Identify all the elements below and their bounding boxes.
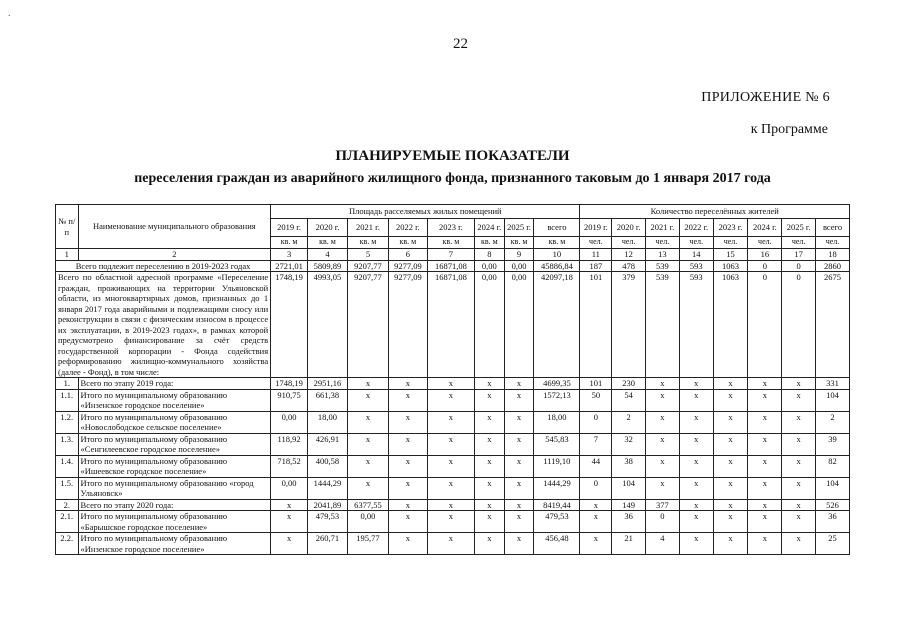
row-value: х bbox=[713, 411, 748, 433]
row-value: х bbox=[347, 389, 388, 411]
row-name: Итого по муниципальному образованию «Сенгилеевское городское поселение» bbox=[78, 433, 271, 455]
row-name: Итого по муниципальному образованию «Барышское городское поселение» bbox=[78, 511, 271, 533]
row-value: х bbox=[474, 533, 504, 555]
row-number: 2.1. bbox=[56, 511, 79, 533]
area-unit-header: кв. м bbox=[427, 237, 474, 249]
row-value: 101 bbox=[580, 378, 612, 390]
row-value: х bbox=[580, 499, 612, 511]
row-value: х bbox=[388, 511, 427, 533]
row-value: х bbox=[388, 477, 427, 499]
row-value: х bbox=[782, 433, 816, 455]
row-value: 2041,89 bbox=[308, 499, 348, 511]
row-value: 479,53 bbox=[308, 511, 348, 533]
total-value: 0 bbox=[782, 260, 816, 272]
row-value: х bbox=[504, 389, 534, 411]
row-value: х bbox=[504, 511, 534, 533]
total-value: 0 bbox=[748, 260, 782, 272]
row-value: 479,53 bbox=[534, 511, 580, 533]
row-value: х bbox=[646, 455, 680, 477]
row-value: 1119,10 bbox=[534, 455, 580, 477]
row-value: х bbox=[748, 499, 782, 511]
column-number: 8 bbox=[474, 249, 504, 261]
row-number: 1. bbox=[56, 378, 79, 390]
scan-mark: . bbox=[8, 8, 11, 19]
header-municipality: Наименование муниципального образования bbox=[78, 205, 271, 249]
row-value: х bbox=[474, 378, 504, 390]
row-value: х bbox=[713, 389, 748, 411]
people-unit-header: чел. bbox=[679, 237, 713, 249]
row-value: х bbox=[748, 411, 782, 433]
row-value: х bbox=[782, 511, 816, 533]
row-number: 2. bbox=[56, 499, 79, 511]
row-value: х bbox=[347, 378, 388, 390]
area-year-header: 2022 г. bbox=[388, 219, 427, 237]
row-value: 4699,35 bbox=[534, 378, 580, 390]
total-label: Всего подлежит переселению в 2019-2023 годах bbox=[56, 260, 271, 272]
row-value: 9277,09 bbox=[388, 272, 427, 378]
row-value: 4 bbox=[646, 533, 680, 555]
area-year-header: 2024 г. bbox=[474, 219, 504, 237]
total-value: 0,00 bbox=[474, 260, 504, 272]
row-value: х bbox=[474, 389, 504, 411]
row-value: х bbox=[646, 411, 680, 433]
row-value: х bbox=[427, 477, 474, 499]
row-value: 118,92 bbox=[271, 433, 308, 455]
row-value: 36 bbox=[612, 511, 646, 533]
row-number: 1.2. bbox=[56, 411, 79, 433]
table-row bbox=[56, 533, 850, 555]
row-value: 21 bbox=[612, 533, 646, 555]
table-row bbox=[56, 272, 850, 378]
row-value: х bbox=[427, 378, 474, 390]
row-value: 16871,08 bbox=[427, 272, 474, 378]
row-value: 25 bbox=[816, 533, 850, 555]
row-value: х bbox=[679, 378, 713, 390]
area-unit-header: кв. м bbox=[271, 237, 308, 249]
row-value: 7 bbox=[580, 433, 612, 455]
row-value: 1572,13 bbox=[534, 389, 580, 411]
people-unit-header: чел. bbox=[580, 237, 612, 249]
people-year-header: 2023 г. bbox=[713, 219, 748, 237]
row-value: х bbox=[474, 411, 504, 433]
row-value: 4993,05 bbox=[308, 272, 348, 378]
column-number: 12 bbox=[612, 249, 646, 261]
row-value: х bbox=[748, 533, 782, 555]
row-value: 32 bbox=[612, 433, 646, 455]
total-value: 593 bbox=[679, 260, 713, 272]
column-number: 2 bbox=[78, 249, 271, 261]
row-value: х bbox=[713, 433, 748, 455]
row-value: х bbox=[713, 533, 748, 555]
column-number: 11 bbox=[580, 249, 612, 261]
row-value: х bbox=[474, 433, 504, 455]
people-year-header: 2024 г. bbox=[748, 219, 782, 237]
row-value: 0,00 bbox=[271, 477, 308, 499]
table-row bbox=[56, 499, 850, 511]
row-value: х bbox=[782, 378, 816, 390]
row-value: 400,58 bbox=[308, 455, 348, 477]
row-value: х bbox=[580, 533, 612, 555]
row-value: 54 bbox=[612, 389, 646, 411]
row-value: х bbox=[646, 378, 680, 390]
row-value: х bbox=[679, 433, 713, 455]
area-year-header: 2025 г. bbox=[504, 219, 534, 237]
row-value: х bbox=[271, 499, 308, 511]
area-unit-header: кв. м bbox=[534, 237, 580, 249]
row-value: х bbox=[427, 533, 474, 555]
column-number: 14 bbox=[679, 249, 713, 261]
row-value: х bbox=[646, 477, 680, 499]
row-value: 0,00 bbox=[504, 272, 534, 378]
row-value: 195,77 bbox=[347, 533, 388, 555]
row-name: Всего по этапу 2019 года: bbox=[78, 378, 271, 390]
row-value: х bbox=[679, 499, 713, 511]
row-value: 9207,77 bbox=[347, 272, 388, 378]
row-value: 230 bbox=[612, 378, 646, 390]
row-value: х bbox=[713, 477, 748, 499]
people-year-header: 2025 г. bbox=[782, 219, 816, 237]
area-unit-header: кв. м bbox=[347, 237, 388, 249]
row-value: 101 bbox=[580, 272, 612, 378]
row-value: х bbox=[782, 499, 816, 511]
total-value: 187 bbox=[580, 260, 612, 272]
row-value: х bbox=[474, 455, 504, 477]
area-year-header: 2023 г. bbox=[427, 219, 474, 237]
row-value: х bbox=[782, 411, 816, 433]
row-value: х bbox=[504, 378, 534, 390]
row-name: Всего по этапу 2020 года: bbox=[78, 499, 271, 511]
row-value: 0 bbox=[580, 477, 612, 499]
row-value: х bbox=[748, 378, 782, 390]
row-name: Итого по муниципальному образованию «Инзенское городское поселение» bbox=[78, 389, 271, 411]
column-number: 7 bbox=[427, 249, 474, 261]
table-row bbox=[56, 411, 850, 433]
table-row bbox=[56, 389, 850, 411]
people-unit-header: чел. bbox=[646, 237, 680, 249]
row-value: 36 bbox=[816, 511, 850, 533]
total-value: 45886,84 bbox=[534, 260, 580, 272]
people-year-header: 2021 г. bbox=[646, 219, 680, 237]
row-value: 42097,18 bbox=[534, 272, 580, 378]
row-value: х bbox=[713, 455, 748, 477]
row-value: х bbox=[504, 477, 534, 499]
row-value: х bbox=[474, 499, 504, 511]
total-value: 9277,09 bbox=[388, 260, 427, 272]
column-number: 6 bbox=[388, 249, 427, 261]
row-number: 1.3. bbox=[56, 433, 79, 455]
column-number: 10 bbox=[534, 249, 580, 261]
area-year-header: всего bbox=[534, 219, 580, 237]
row-value: х bbox=[474, 511, 504, 533]
row-value: х bbox=[748, 389, 782, 411]
row-value: х bbox=[679, 411, 713, 433]
row-value: х bbox=[388, 411, 427, 433]
total-value: 9207,77 bbox=[347, 260, 388, 272]
column-number: 15 bbox=[713, 249, 748, 261]
row-value: х bbox=[679, 389, 713, 411]
row-value: х bbox=[388, 455, 427, 477]
row-value: 2 bbox=[612, 411, 646, 433]
row-value: 50 bbox=[580, 389, 612, 411]
row-value: х bbox=[679, 477, 713, 499]
people-year-header: 2019 г. bbox=[580, 219, 612, 237]
row-value: х bbox=[504, 433, 534, 455]
program-label: к Программе bbox=[750, 122, 828, 137]
row-number: 2.2. bbox=[56, 533, 79, 555]
row-name: Итого по муниципальному образованию «Ишеевское городское поселение» bbox=[78, 455, 271, 477]
row-value: 526 bbox=[816, 499, 850, 511]
row-value: х bbox=[427, 389, 474, 411]
row-number: 1.1. bbox=[56, 389, 79, 411]
area-unit-header: кв. м bbox=[388, 237, 427, 249]
row-value: х bbox=[388, 433, 427, 455]
table-body bbox=[56, 260, 850, 555]
row-value: х bbox=[679, 533, 713, 555]
row-value: х bbox=[646, 389, 680, 411]
row-value: 18,00 bbox=[308, 411, 348, 433]
area-year-header: 2019 г. bbox=[271, 219, 308, 237]
total-row bbox=[56, 260, 850, 272]
row-value: 0,00 bbox=[474, 272, 504, 378]
row-value: 82 bbox=[816, 455, 850, 477]
people-unit-header: чел. bbox=[748, 237, 782, 249]
row-value: х bbox=[474, 477, 504, 499]
row-value: 0,00 bbox=[271, 411, 308, 433]
total-value: 1063 bbox=[713, 260, 748, 272]
row-value: х bbox=[748, 511, 782, 533]
column-number-row bbox=[56, 249, 850, 261]
row-value: 0 bbox=[748, 272, 782, 378]
row-value: х bbox=[504, 533, 534, 555]
row-value: х bbox=[748, 477, 782, 499]
row-value: х bbox=[782, 455, 816, 477]
row-value: 6377,55 bbox=[347, 499, 388, 511]
people-unit-header: чел. bbox=[816, 237, 850, 249]
row-value: х bbox=[427, 511, 474, 533]
area-unit-header: кв. м bbox=[474, 237, 504, 249]
total-value: 2860 bbox=[816, 260, 850, 272]
row-value: 539 bbox=[646, 272, 680, 378]
row-value: 426,91 bbox=[308, 433, 348, 455]
row-value: 0,00 bbox=[347, 511, 388, 533]
column-number: 18 bbox=[816, 249, 850, 261]
column-number: 13 bbox=[646, 249, 680, 261]
row-value: 331 bbox=[816, 378, 850, 390]
row-value: 1748,19 bbox=[271, 378, 308, 390]
row-value: 0 bbox=[580, 411, 612, 433]
header-number: № п/п bbox=[56, 205, 79, 249]
column-number: 3 bbox=[271, 249, 308, 261]
table-row bbox=[56, 378, 850, 390]
row-value: х bbox=[713, 378, 748, 390]
people-unit-header: чел. bbox=[713, 237, 748, 249]
row-value: 593 bbox=[679, 272, 713, 378]
header-people: Количество переселённых жителей bbox=[580, 205, 850, 219]
row-value: 2675 bbox=[816, 272, 850, 378]
appendix-label: ПРИЛОЖЕНИЕ № 6 bbox=[701, 90, 830, 105]
row-value: х bbox=[646, 433, 680, 455]
table-row bbox=[56, 455, 850, 477]
row-value: 0 bbox=[782, 272, 816, 378]
row-value: х bbox=[713, 499, 748, 511]
column-number: 9 bbox=[504, 249, 534, 261]
column-number: 4 bbox=[308, 249, 348, 261]
people-year-header: 2022 г. bbox=[679, 219, 713, 237]
people-year-header: всего bbox=[816, 219, 850, 237]
row-value: 0 bbox=[646, 511, 680, 533]
row-value: 44 bbox=[580, 455, 612, 477]
row-value: х bbox=[679, 511, 713, 533]
row-value: 2951,16 bbox=[308, 378, 348, 390]
row-value: 260,71 bbox=[308, 533, 348, 555]
row-value: 149 bbox=[612, 499, 646, 511]
column-number: 5 bbox=[347, 249, 388, 261]
total-value: 478 bbox=[612, 260, 646, 272]
row-value: 1444,29 bbox=[534, 477, 580, 499]
row-value: 661,38 bbox=[308, 389, 348, 411]
row-number: 1.5. bbox=[56, 477, 79, 499]
row-value: х bbox=[504, 499, 534, 511]
row-value: 104 bbox=[816, 477, 850, 499]
table-row bbox=[56, 477, 850, 499]
row-value: 910,75 bbox=[271, 389, 308, 411]
row-name: Итого по муниципальному образованию «Новослободское сельское поселение» bbox=[78, 411, 271, 433]
row-value: 1748,19 bbox=[271, 272, 308, 378]
row-value: х bbox=[271, 511, 308, 533]
row-value: 379 bbox=[612, 272, 646, 378]
total-value: 2721,01 bbox=[271, 260, 308, 272]
row-value: х bbox=[504, 411, 534, 433]
row-value: х bbox=[679, 455, 713, 477]
row-value: х bbox=[388, 533, 427, 555]
row-value: 1063 bbox=[713, 272, 748, 378]
row-value: х bbox=[427, 455, 474, 477]
row-name: Итого по муниципальному образованию «Инзенское городское поселение» bbox=[78, 533, 271, 555]
row-value: х bbox=[347, 433, 388, 455]
area-unit-header: кв. м bbox=[308, 237, 348, 249]
row-value: 545,83 bbox=[534, 433, 580, 455]
row-name: Итого по муниципальному образованию «город Ульяновск» bbox=[78, 477, 271, 499]
row-value: х bbox=[427, 433, 474, 455]
row-value: х bbox=[388, 499, 427, 511]
column-number: 1 bbox=[56, 249, 79, 261]
row-value: 8419,44 bbox=[534, 499, 580, 511]
document-title: ПЛАНИРУЕМЫЕ ПОКАЗАТЕЛИ bbox=[335, 148, 570, 164]
table-row bbox=[56, 511, 850, 533]
row-value: х bbox=[748, 433, 782, 455]
row-value: 104 bbox=[816, 389, 850, 411]
row-value: х bbox=[782, 533, 816, 555]
row-value: 39 bbox=[816, 433, 850, 455]
row-value: х bbox=[427, 499, 474, 511]
row-value: х bbox=[782, 477, 816, 499]
row-value: х bbox=[388, 389, 427, 411]
row-value: 377 bbox=[646, 499, 680, 511]
row-name: Всего по областной адресной программе «Переселение граждан, проживающих на территории Ульяновской области, из многоквартирных домов, признанных до 1 января 2017 года аварийными и подлежащими сносу или реконструкции в связи с физическим износом в процессе их эксплуатации, в 2019-2023 годах», в рамках которой предусмотрено финансирование за счёт средств государственной корпорации - Фонда содействия реформированию жилищно-коммунального хозяйства (далее - Фонд), в том числе: bbox=[56, 272, 271, 378]
total-value: 539 bbox=[646, 260, 680, 272]
total-value: 0,00 bbox=[504, 260, 534, 272]
area-year-header: 2020 г. bbox=[308, 219, 348, 237]
people-unit-header: чел. bbox=[782, 237, 816, 249]
row-value: х bbox=[347, 411, 388, 433]
row-value: х bbox=[388, 378, 427, 390]
row-value: х bbox=[748, 455, 782, 477]
column-number: 16 bbox=[748, 249, 782, 261]
row-value: 38 bbox=[612, 455, 646, 477]
row-value: х bbox=[347, 455, 388, 477]
area-unit-header: кв. м bbox=[504, 237, 534, 249]
people-year-header: 2020 г. bbox=[612, 219, 646, 237]
row-value: 2 bbox=[816, 411, 850, 433]
people-unit-header: чел. bbox=[612, 237, 646, 249]
row-value: 718,52 bbox=[271, 455, 308, 477]
row-value: х bbox=[504, 455, 534, 477]
area-year-header: 2021 г. bbox=[347, 219, 388, 237]
indicators-table bbox=[55, 204, 850, 555]
row-value: х bbox=[347, 477, 388, 499]
page-number: 22 bbox=[453, 36, 468, 52]
header-area: Площадь расселяемых жилых помещений bbox=[271, 205, 580, 219]
row-value: х bbox=[713, 511, 748, 533]
document-subtitle: переселения граждан из аварийного жилищного фонда, признанного таковым до 1 января 2017 года bbox=[134, 171, 771, 186]
row-value: 1444,29 bbox=[308, 477, 348, 499]
row-value: 18,00 bbox=[534, 411, 580, 433]
row-value: х bbox=[580, 511, 612, 533]
total-value: 5809,89 bbox=[308, 260, 348, 272]
row-number: 1.4. bbox=[56, 455, 79, 477]
column-number: 17 bbox=[782, 249, 816, 261]
row-value: 104 bbox=[612, 477, 646, 499]
table-row bbox=[56, 433, 850, 455]
total-value: 16871,08 bbox=[427, 260, 474, 272]
row-value: х bbox=[271, 533, 308, 555]
row-value: х bbox=[782, 389, 816, 411]
row-value: х bbox=[427, 411, 474, 433]
row-value: 456,48 bbox=[534, 533, 580, 555]
